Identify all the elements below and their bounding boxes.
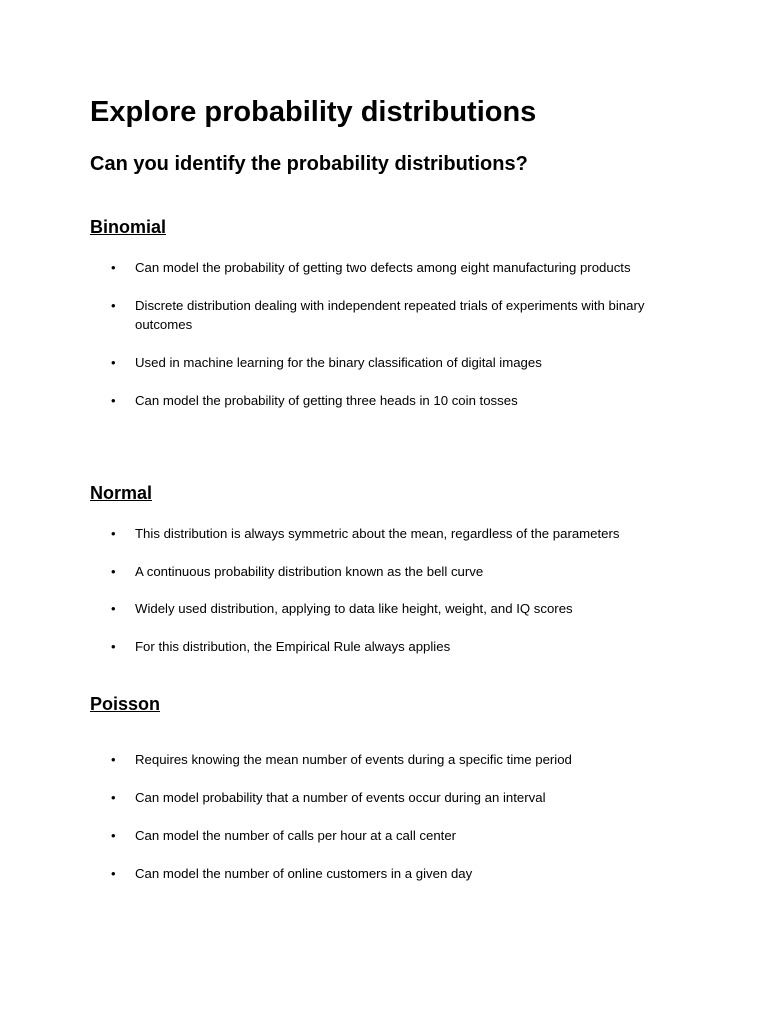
bullet-list-normal <box>0 524 768 674</box>
list-item-text: Can model the number of online customers in a given day <box>135 866 473 881</box>
list-item <box>0 788 768 807</box>
list-item-text: Discrete distribution dealing with independent repeated trials of experiments with binary outcomes <box>135 298 645 332</box>
bullet-icon: • <box>111 752 116 767</box>
bullet-icon: • <box>111 828 116 843</box>
list-item-text: Can model the probability of getting two defects among eight manufacturing products <box>135 260 631 275</box>
list-item <box>0 524 768 543</box>
bullet-icon: • <box>111 790 116 805</box>
list-item <box>0 391 768 410</box>
bullet-icon: • <box>111 638 116 654</box>
list-item <box>0 562 768 581</box>
list-item <box>0 258 768 277</box>
list-item <box>0 637 768 656</box>
list-item-text: For this distribution, the Empirical Rule always applies <box>135 638 451 654</box>
list-item-text: Can model probability that a number of events occur during an interval <box>135 790 546 805</box>
bullet-icon: • <box>111 866 116 881</box>
bullet-icon: • <box>111 601 116 616</box>
bullet-list-binomial <box>0 258 768 429</box>
section-heading-binomial: Binomial <box>90 217 167 237</box>
list-item-text: Widely used distribution, applying to data like height, weight, and IQ scores <box>135 601 573 616</box>
list-item-text: Can model the number of calls per hour at a call center <box>135 828 457 843</box>
bullet-icon: • <box>111 260 116 275</box>
bullet-list-poisson <box>0 750 768 902</box>
list-item <box>0 826 768 845</box>
bullet-icon: • <box>111 298 116 313</box>
list-item-text: Requires knowing the mean number of events during a specific time period <box>135 752 572 767</box>
list-item-text: Can model the probability of getting three heads in 10 coin tosses <box>135 393 518 408</box>
page-subtitle: Can you identify the probability distributions? <box>90 153 528 175</box>
list-item <box>0 296 768 334</box>
page-title: Explore probability distributions <box>90 96 537 128</box>
list-item <box>0 353 768 372</box>
list-item <box>0 750 768 769</box>
list-item-text: A continuous probability distribution known as the bell curve <box>135 563 484 579</box>
list-item-text: This distribution is always symmetric about the mean, regardless of the parameters <box>135 526 620 541</box>
bullet-icon: • <box>111 563 116 579</box>
bullet-icon: • <box>111 393 116 408</box>
section-heading-poisson: Poisson <box>90 694 161 714</box>
section-heading-normal: Normal <box>90 483 153 503</box>
bullet-icon: • <box>111 526 116 541</box>
list-item <box>0 864 768 883</box>
bullet-icon: • <box>111 355 116 370</box>
list-item <box>0 599 768 618</box>
list-item-text: Used in machine learning for the binary classification of digital images <box>135 355 542 370</box>
